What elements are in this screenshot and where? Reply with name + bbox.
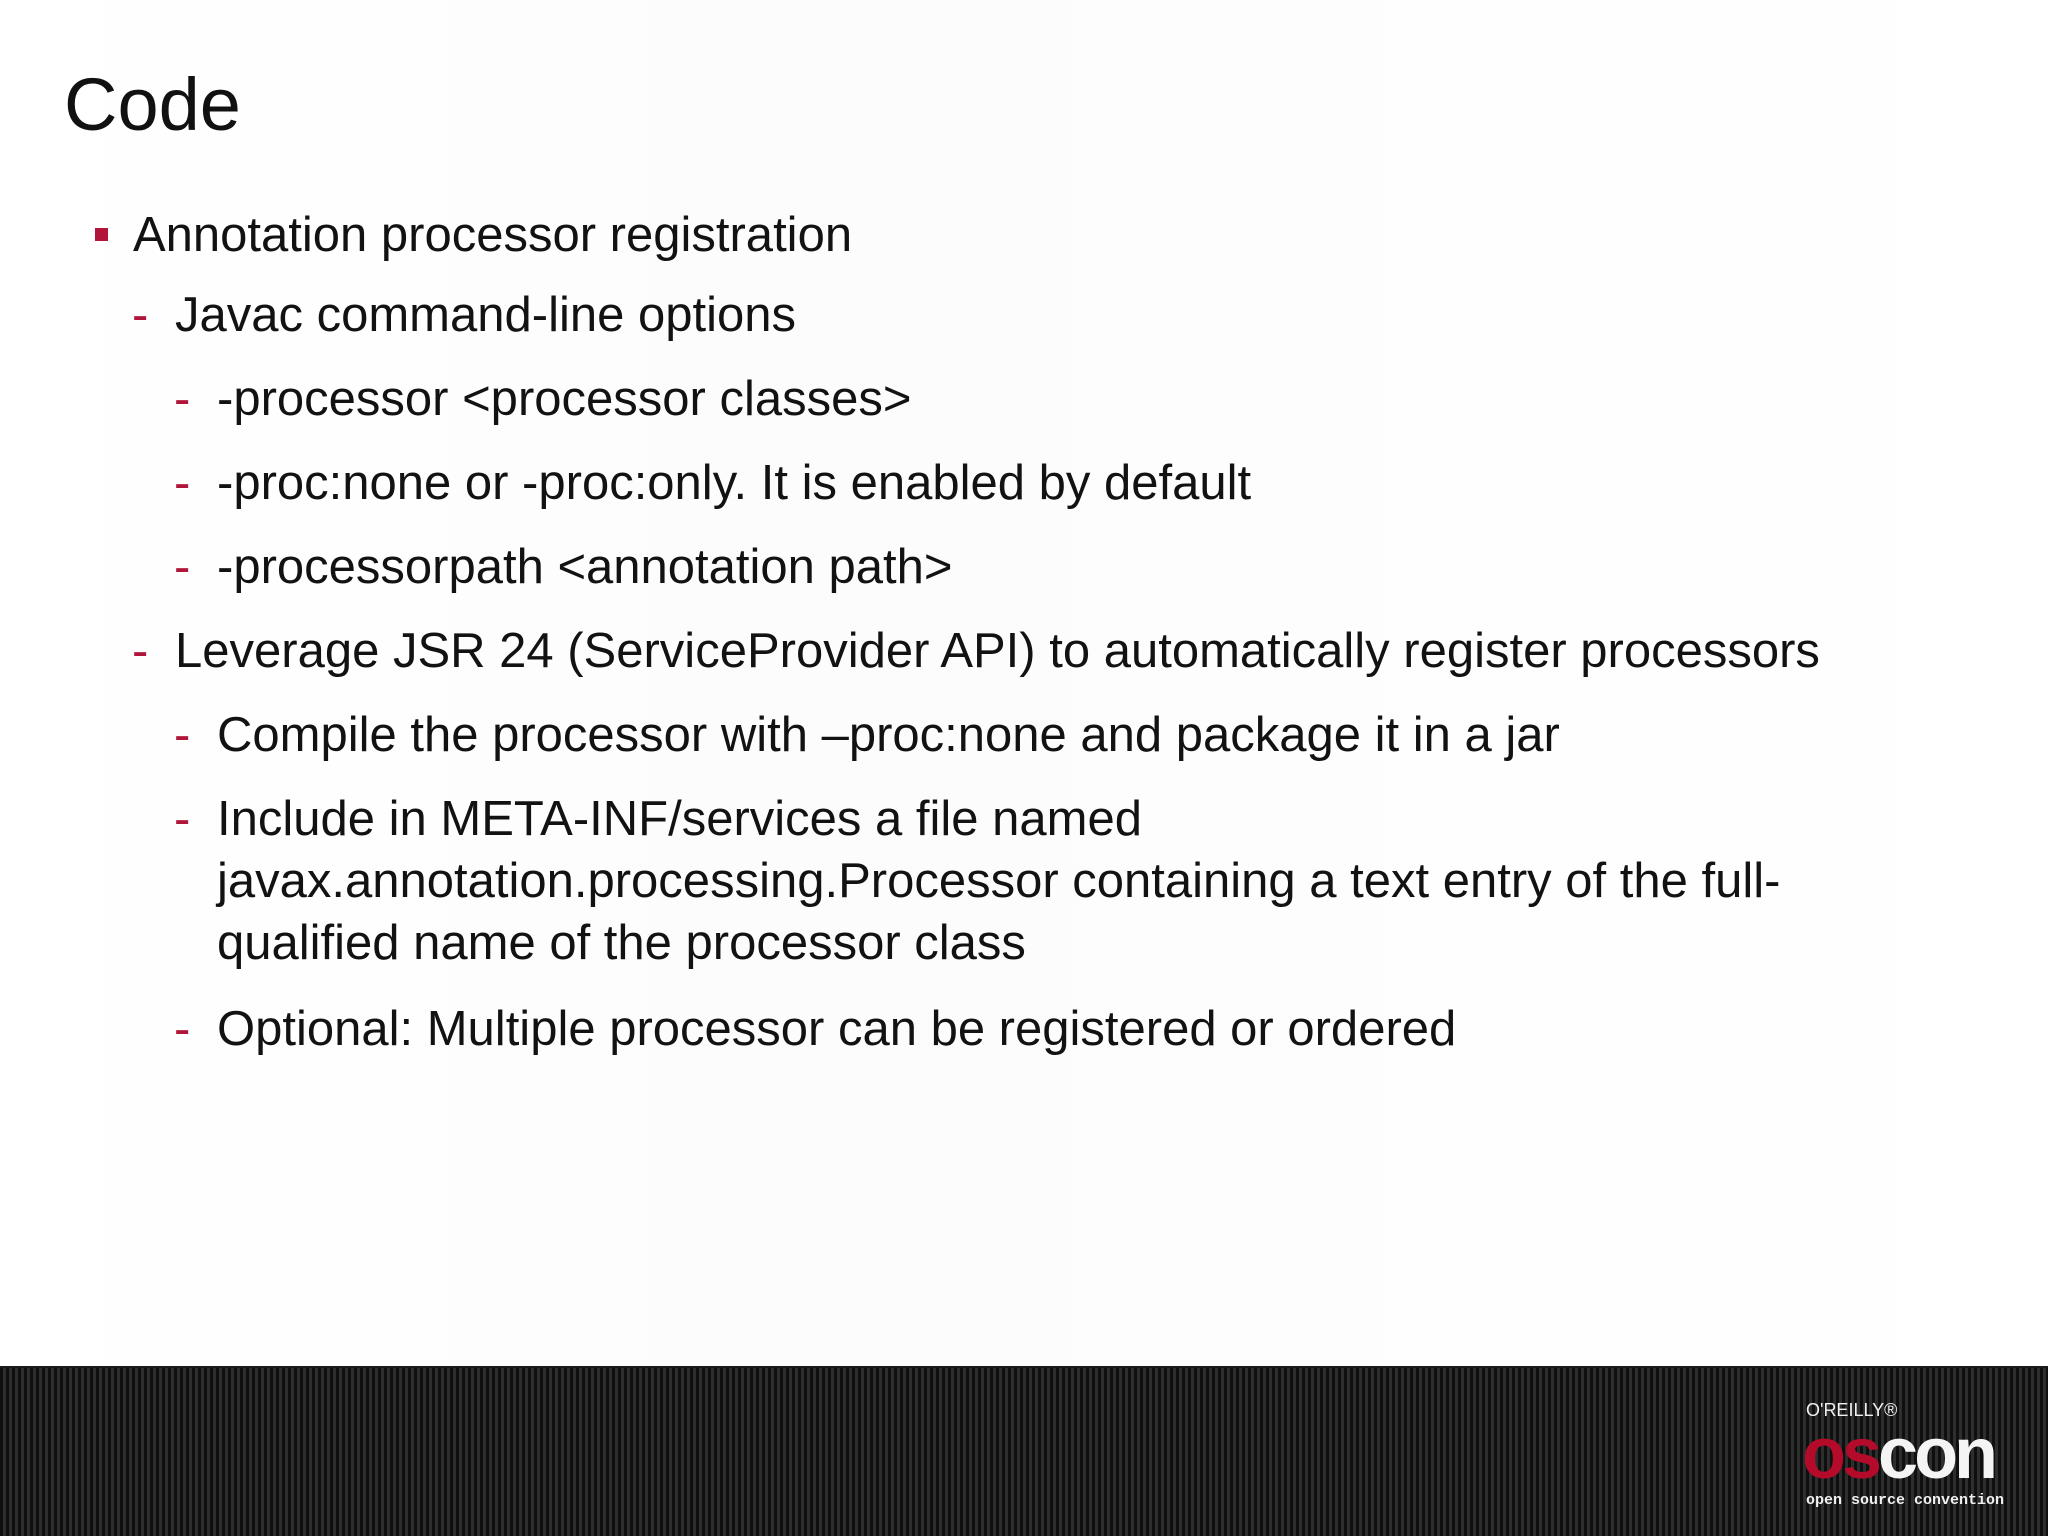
square-bullet-icon <box>95 228 108 241</box>
bullet-text: Leverage JSR 24 (ServiceProvider API) to automatically register processors <box>175 624 1820 678</box>
bullet-text: Include in META-INF/services a file named javax.annotation.processing.Processor containing a text entry of the full-qualified name of the processor class <box>217 792 1781 970</box>
oscon-wordmark-os: os <box>1802 1414 1879 1494</box>
bullet-text: Optional: Multiple processor can be registered or ordered <box>217 1002 1457 1056</box>
dash-bullet-icon: - <box>174 456 191 510</box>
bullet-text: -proc:none or -proc:only. It is enabled by default <box>217 456 1252 510</box>
dash-bullet-icon: - <box>174 1002 191 1056</box>
bullet-text: Compile the processor with –proc:none and package it in a jar <box>217 708 1560 762</box>
footer-bar <box>0 1366 2048 1536</box>
bullet-text: Annotation processor registration <box>133 208 853 262</box>
oscon-wordmark <box>1802 1414 1995 1494</box>
oscon-wordmark-con: con <box>1878 1414 1995 1494</box>
oreilly-logo-text: O'REILLY® <box>1806 1400 1898 1420</box>
bullet-text: Javac command-line options <box>175 288 796 342</box>
dash-bullet-icon: - <box>132 624 149 678</box>
oscon-tagline: open source convention <box>1806 1492 2005 1509</box>
bullet-text: -processor <processor classes> <box>217 372 912 426</box>
dash-bullet-icon: - <box>174 540 191 594</box>
dash-bullet-icon: - <box>174 372 191 426</box>
dash-bullet-icon: - <box>132 288 149 342</box>
oscon-logo <box>1802 1400 2012 1510</box>
dash-bullet-icon: - <box>174 708 191 762</box>
bullet-text: -processorpath <annotation path> <box>217 540 953 594</box>
slide-title: Code <box>64 63 241 146</box>
dash-bullet-icon: - <box>174 792 191 846</box>
